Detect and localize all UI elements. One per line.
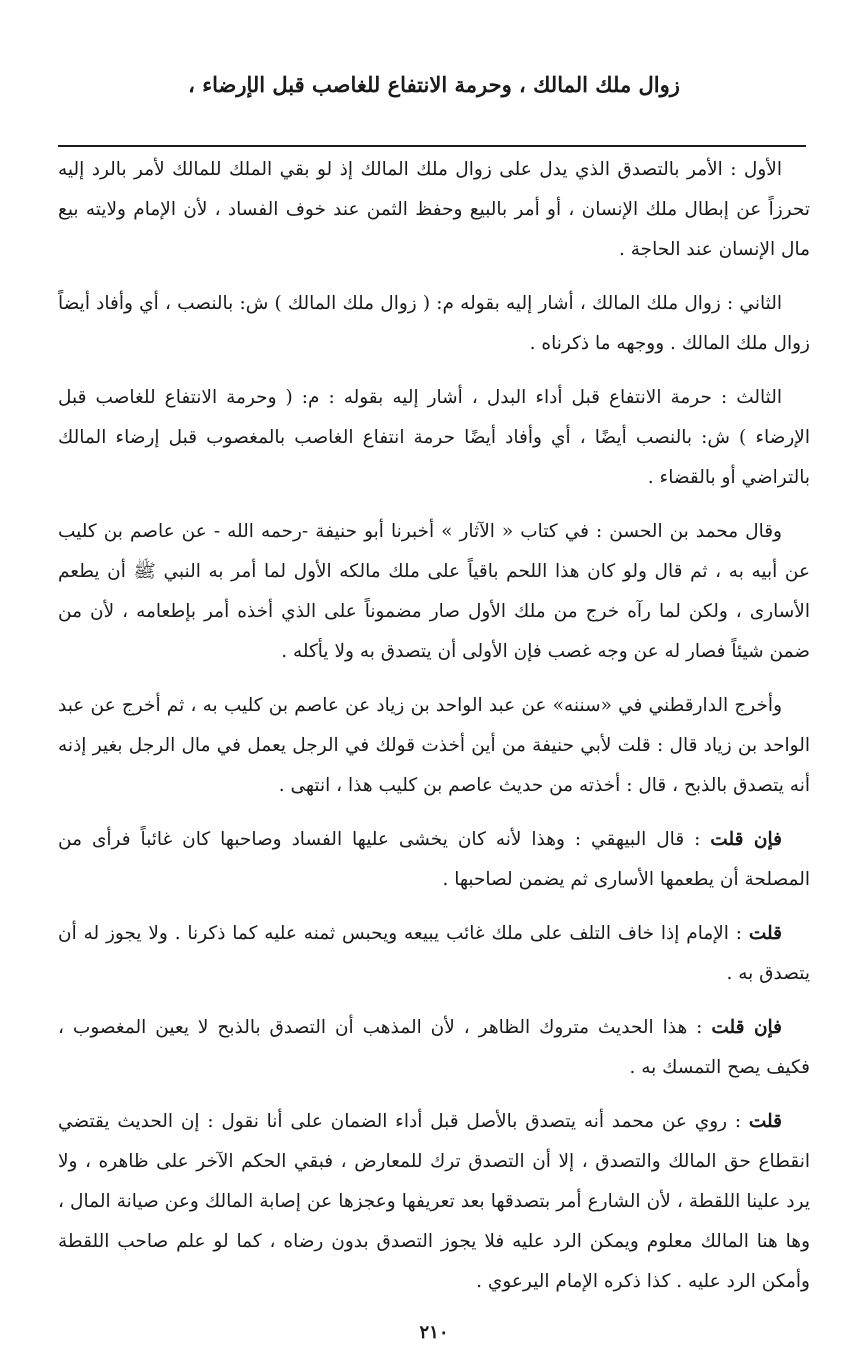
paragraph-text: الأول : الأمر بالتصدق الذي يدل على زوال ملك المالك إذ لو بقي الملك للمالك لأمر بالرد إليه تحرزاً عن إبطال ملك الإنسان ، أو أمر بالبيع وحفظ الثمن عند خوف الفساد ، لأن الإمام ولايته بيع مال الإنسان عند الحاجة . xyxy=(58,159,810,260)
running-header: زوال ملك المالك ، وحرمة الانتفاع للغاصب قبل الإرضاء ، xyxy=(188,72,680,97)
paragraph-text: الثالث : حرمة الانتفاع قبل أداء البدل ، أشار إليه بقوله : م: ( وحرمة الانتفاع للغاصب قبل الإرضاء ) ش: بالنصب أيضًا ، أي وأفاد أيضًا حرمة انتفاع الغاصب بالمغصوب قبل إرضاء المالك بالتراضي أو بالقضاء . xyxy=(58,387,810,488)
paragraph-third xyxy=(58,378,810,498)
paragraph-text: : الإمام إذا خاف التلف على ملك غائب يبيعه ويحبس ثمنه عليه كما ذكرنا . ولا يجوز له أن يتصدق به . xyxy=(58,923,810,984)
paragraph-label: قلت xyxy=(748,923,782,944)
paragraph-text: : هذا الحديث متروك الظاهر ، لأن المذهب أن التصدق بالذبح لا يعين المغصوب ، فكيف يصح التمسك به . xyxy=(58,1017,810,1078)
paragraph-text: الثاني : زوال ملك المالك ، أشار إليه بقوله م: ( زوال ملك المالك ) ش: بالنصب ، أي وأفاد أيضاً زوال ملك المالك . ووجهه ما ذكرناه . xyxy=(58,293,810,354)
paragraph-text: وأخرج الدارقطني في «سننه» عن عبد الواحد بن زياد عن عاصم بن كليب به ، ثم أخرج عن عبد الواحد بن زياد قال : قلت لأبي حنيفة من أين أخذت قولك في الرجل يعمل في مال الرجل بغير إذنه أنه يتصدق بالذبح ، قال : أخذته من حديث عاصم بن كليب هذا ، انتهى . xyxy=(58,695,810,796)
header-rule xyxy=(58,145,806,147)
paragraph-reply-2 xyxy=(58,1102,810,1302)
paragraph-label: قلت xyxy=(748,1111,782,1132)
paragraph-second xyxy=(58,284,810,364)
paragraph-text: : قال البيهقي : وهذا لأنه كان يخشى عليها الفساد وصاحبها كان غائباً فرأى من المصلحة أن يطعمها الأسارى ثم يضمن لصاحبها . xyxy=(58,829,810,890)
paragraph-label: فإن قلت xyxy=(710,829,783,850)
paragraph-reply-1 xyxy=(58,914,810,994)
paragraph-text: : روي عن محمد أنه يتصدق بالأصل قبل أداء الضمان على أنا نقول : إن الحديث يقتضي انقطاع حق المالك والتصدق ، إلا أن التصدق ترك للمعارض ، فبقي الحكم الآخر على ظاهره ، ولا يرد علينا اللقطة ، لأن الشارع أمر بتصدقها بعد تعريفها وعجزها عن إصابة المالك وعن صيانة المال ، وها هنا المالك معلوم ويمكن الرد عليه فلا يجوز التصدق بدون رضاه ، كما لو علم صاحب اللقطة وأمكن الرد عليه . كذا ذكره الإمام اليرعوي . xyxy=(58,1111,810,1292)
paragraph-muhammad xyxy=(58,512,810,672)
paragraph-objection-2 xyxy=(58,1008,810,1088)
paragraph-label: فإن قلت xyxy=(711,1017,783,1038)
paragraph-text: وقال محمد بن الحسن : في كتاب « الآثار » أخبرنا أبو حنيفة -رحمه الله - عن عاصم بن كليب عن أبيه به ، ثم قال ولو كان هذا اللحم باقياً على ملك مالكه الأول لما أمر به النبي ﷺ أن يطعم الأسارى ، ولكن لما رآه خرج من ملك الأول صار مضموناً على الذي أخذه أمر بإطعامه ، لأن من ضمن شيئاً فصار له عن وجه غصب فإن الأولى أن يتصدق به ولا يأكله . xyxy=(58,521,810,662)
paragraph-objection-1 xyxy=(58,820,810,900)
paragraph-first xyxy=(58,150,810,270)
paragraph-daraqutni xyxy=(58,686,810,806)
page-body xyxy=(58,150,810,1316)
page-number: ٢١٠ xyxy=(419,1322,449,1343)
